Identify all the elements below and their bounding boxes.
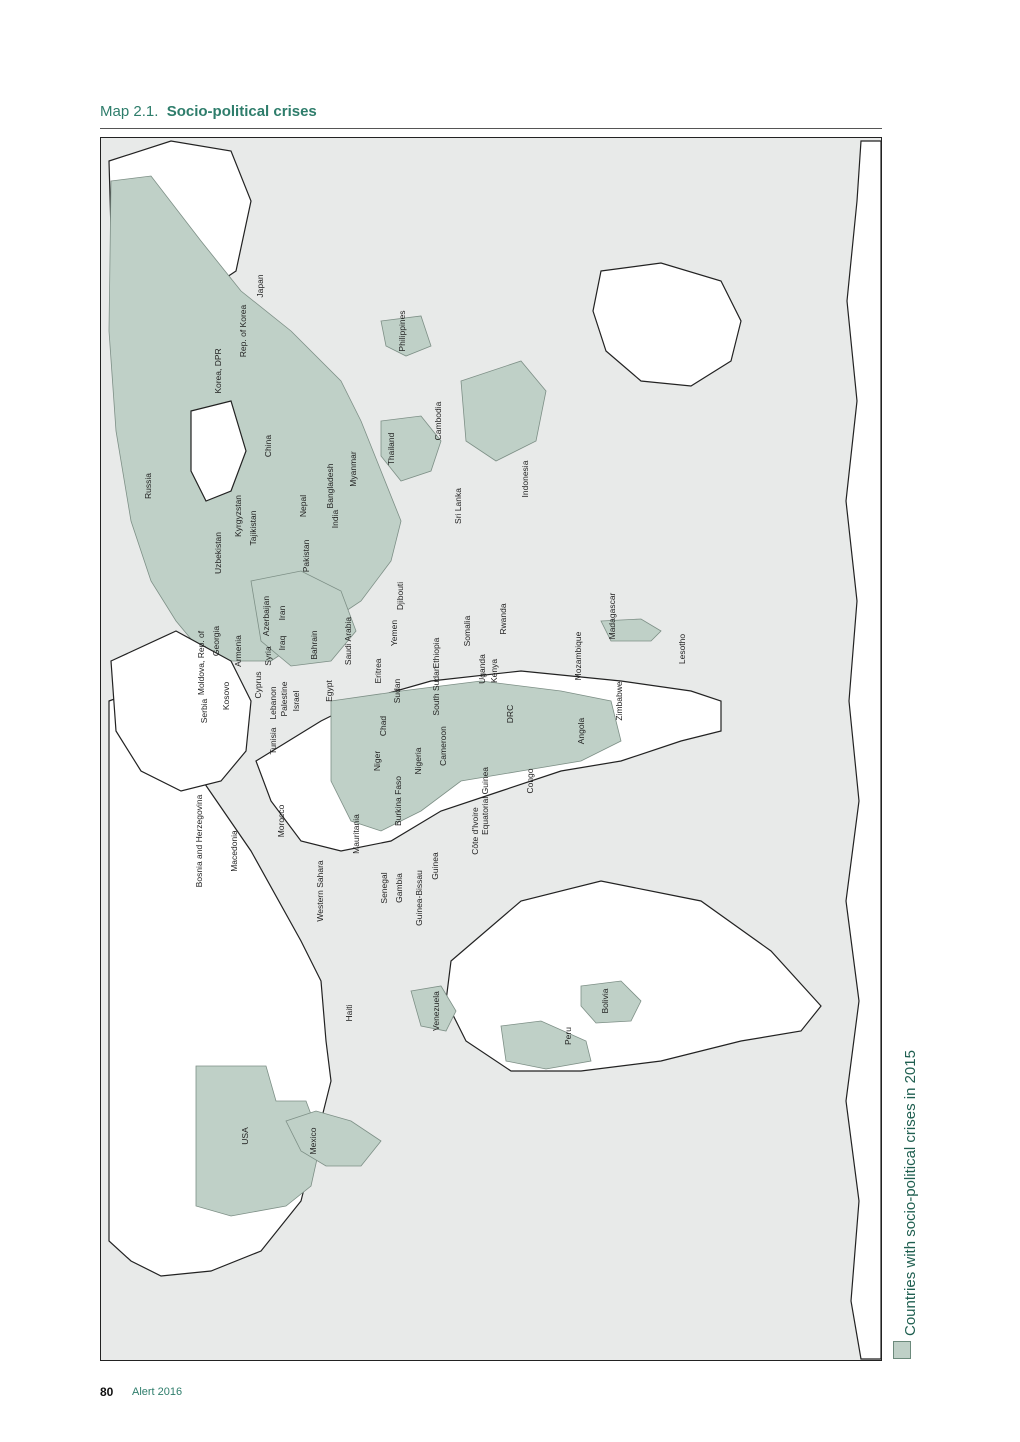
country-label-kosovo: Kosovo	[221, 681, 231, 711]
country-label-peru: Peru	[563, 1027, 573, 1045]
map-title	[100, 103, 317, 120]
country-label-western-sahara: Western Sahara	[315, 860, 325, 922]
country-label-russia: Russia	[143, 473, 153, 499]
country-label-c-te-d-ivoire: Côte d'Ivoire	[470, 807, 480, 855]
country-label-indonesia: Indonesia	[520, 460, 530, 498]
country-label-haiti: Haiti	[344, 1004, 354, 1022]
title-rule	[100, 128, 882, 129]
landmasses	[109, 141, 881, 1359]
country-label-congo: Congo	[525, 768, 535, 794]
country-label-iraq: Iraq	[277, 635, 287, 651]
page-number: 80	[100, 1385, 114, 1399]
country-label-armenia: Armenia	[233, 635, 243, 667]
country-label-uzbekistan: Uzbekistan	[213, 531, 223, 575]
country-label-lesotho: Lesotho	[677, 633, 687, 665]
country-label-sudan: Sudan	[392, 678, 402, 704]
country-label-myanmar: Myanmar	[348, 451, 358, 487]
country-label-japan: Japan	[255, 274, 265, 298]
south-america-land	[446, 881, 821, 1071]
country-label-mauritania: Mauritania	[351, 814, 361, 854]
country-label-niger: Niger	[372, 750, 382, 772]
map-title-label: Map 2.1.	[100, 103, 159, 120]
country-label-israel: Israel	[291, 690, 301, 712]
map-title-name: Socio-political crises	[166, 103, 317, 120]
country-label-lebanon: Lebanon	[268, 686, 278, 720]
country-label-palestine: Palestine	[279, 681, 289, 717]
antarctica-land	[846, 141, 881, 1359]
country-label-senegal: Senegal	[379, 872, 389, 904]
country-label-ethiopia: Ethiopia	[431, 637, 441, 669]
country-label-south-sudan: South Sudan	[431, 666, 441, 716]
country-label-nigeria: Nigeria	[413, 747, 423, 775]
country-label-rep-of-korea: Rep. of Korea	[238, 304, 248, 358]
country-label-thailand: Thailand	[386, 432, 396, 466]
country-label-sri-lanka: Sri Lanka	[453, 488, 463, 524]
country-label-cyprus: Cyprus	[253, 671, 263, 699]
country-label-philippines: Philippines	[397, 310, 407, 352]
country-label-venezuela: Venezuela	[431, 991, 441, 1031]
country-label-guinea-bissau: Guinea-Bissau	[414, 870, 424, 926]
country-label-rwanda: Rwanda	[498, 603, 508, 635]
legend-label: Countries with socio-political crises in 2015	[902, 1050, 919, 1336]
country-label-equatorial-guinea: Equatorial Guinea	[480, 766, 490, 836]
legend-swatch	[893, 1341, 911, 1359]
country-label-chad: Chad	[378, 715, 388, 737]
country-label-morocco: Morocco	[276, 804, 286, 838]
country-label-kyrgyzstan: Kyrgyzstan	[233, 494, 243, 538]
country-label-djibouti: Djibouti	[395, 581, 405, 611]
world-map	[100, 137, 882, 1361]
country-label-angola: Angola	[576, 717, 586, 745]
country-label-moldova-rep-of: Moldova, Rep. of	[196, 630, 206, 696]
country-label-drc: DRC	[505, 704, 515, 724]
country-label-egypt: Egypt	[324, 680, 334, 702]
country-label-mexico: Mexico	[308, 1127, 318, 1155]
australia-land	[593, 263, 741, 386]
country-label-syria: Syria	[263, 646, 273, 666]
country-label-cambodia: Cambodia	[433, 401, 443, 441]
country-label-cameroon: Cameroon	[438, 726, 448, 766]
country-label-gambia: Gambia	[394, 873, 404, 903]
country-label-uganda: Uganda	[477, 654, 487, 684]
country-label-korea-dpr: Korea, DPR	[213, 348, 223, 394]
country-label-serbia: Serbia	[199, 698, 209, 724]
country-label-tajikistan: Tajikistan	[248, 510, 258, 546]
country-label-bahrain: Bahrain	[309, 630, 319, 660]
country-label-china: China	[263, 434, 273, 458]
country-label-macedonia: Macedonia	[229, 830, 239, 872]
map-canvas	[101, 138, 881, 1360]
country-label-bangladesh: Bangladesh	[325, 463, 335, 509]
country-label-kenya: Kenya	[489, 658, 499, 684]
country-label-eritrea: Eritrea	[373, 658, 383, 684]
country-label-somalia: Somalia	[462, 615, 472, 647]
country-label-madagascar: Madagascar	[607, 592, 617, 640]
country-label-india: India	[330, 509, 340, 529]
country-label-burkina-faso: Burkina Faso	[393, 775, 403, 827]
country-label-pakistan: Pakistan	[301, 539, 311, 573]
country-label-tunisia: Tunisia	[268, 727, 278, 755]
country-label-nepal: Nepal	[298, 494, 308, 518]
publication-name: Alert 2016	[132, 1386, 183, 1398]
country-label-saudi-arabia: Saudi Arabia	[343, 616, 353, 666]
country-label-georgia: Georgia	[211, 625, 221, 657]
country-label-azerbaijan: Azerbaijan	[261, 595, 271, 637]
country-label-bolivia: Bolivia	[600, 988, 610, 1014]
country-label-iran: Iran	[277, 605, 287, 621]
country-label-bosnia-and-herzegovina: Bosnia and Herzegovina	[194, 794, 204, 888]
country-label-mozambique: Mozambique	[573, 631, 583, 681]
country-label-zimbabwe: Zimbabwe	[614, 681, 624, 721]
country-label-guinea: Guinea	[430, 852, 440, 880]
country-label-yemen: Yemen	[389, 619, 399, 647]
country-label-usa: USA	[240, 1127, 250, 1145]
indonesia-region	[461, 361, 546, 461]
